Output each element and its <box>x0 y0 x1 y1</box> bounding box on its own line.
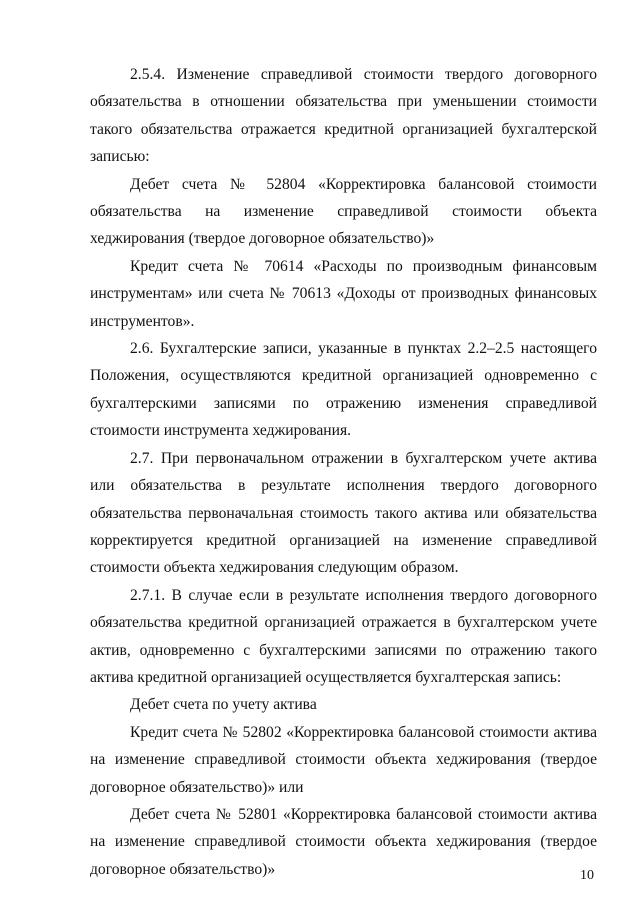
paragraph-2-5-4: 2.5.4. Изменение справедливой стоимости твердого договорного обязательства в отношении обязательства при уменьшении стоимости такого обязательства отражается кредитной организацией бухгалтерской записью: <box>90 66 597 166</box>
paragraph-2-7-1: 2.7.1. В случае если в результате исполнения твердого договорного обязательства кредитной организацией отражается в бухгалтерском учете актив, одновременно с бухгалтерскими записями по отражению такого актива кредитной организацией осуществляется бухгалтерская запись: <box>90 586 597 686</box>
paragraph-debit-52801: Дебет счета № 52801 «Корректировка балансовой стоимости актива на изменение справедливой стоимости объекта хеджирования (твердое договорное обязательство)» <box>90 805 597 878</box>
paragraph-debit-asset: Дебет счета по учету актива <box>130 696 317 714</box>
paragraph-debit-52804: Дебет счета № 52804 «Корректировка балансовой стоимости обязательства на изменение справедливой стоимости объекта хеджирования (твердое договорное обязательство)» <box>90 175 597 248</box>
paragraph-credit-52802: Кредит счета № 52802 «Корректировка балансовой стоимости актива на изменение справедливой стоимости объекта хеджирования (твердое договорное обязательство)» или <box>90 723 597 796</box>
paragraph-credit-70614: Кредит счета № 70614 «Расходы по производным финансовым инструментам» или счета № 70613 «Доходы от производных финансовых инструментов». <box>90 257 597 330</box>
paragraph-2-6: 2.6. Бухгалтерские записи, указанные в пунктах 2.2–2.5 настоящего Положения, осуществляются кредитной организацией одновременно с бухгалтерскими записями по отражению изменения справедливой стоимости инструмента хеджирования. <box>90 340 597 440</box>
document-body <box>90 61 597 883</box>
paragraph-2-7: 2.7. При первоначальном отражении в бухгалтерском учете актива или обязательства в результате исполнения твердого договорного обязательства первоначальная стоимость такого актива или обязательства корректируется кредитной организацией на изменение справедливой стоимости объекта хеджирования следующим образом. <box>90 449 597 577</box>
page-number: 10 <box>580 868 594 883</box>
